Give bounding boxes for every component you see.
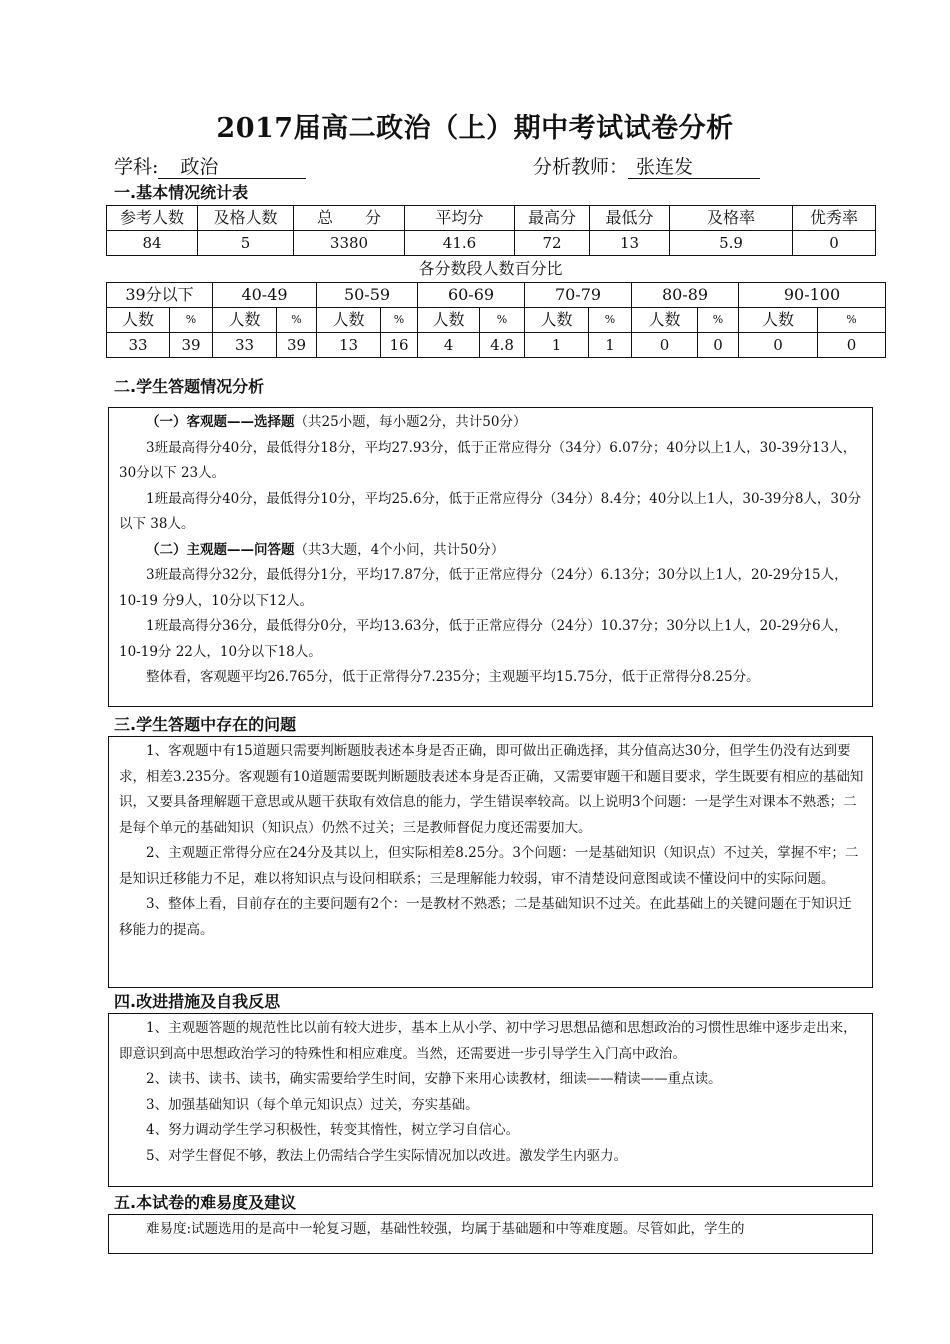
- teacher-label: 分析教师：: [533, 156, 629, 178]
- value-cell: 0: [632, 333, 698, 358]
- range-header-row: [107, 283, 886, 308]
- basic-stats-table: [106, 205, 876, 256]
- measure-paragraph: 4、努力调动学生学习积极性，转变其惰性，树立学习自信心。: [146, 1122, 520, 1138]
- objective-heading: [119, 410, 864, 436]
- score-distribution-table: [106, 282, 886, 358]
- measure-paragraph: 5、对学生督促不够，教法上仍需结合学生实际情况加以改进。激发学生内驱力。: [146, 1147, 628, 1164]
- analysis-paragraph: 整体看，客观题平均26.765分，低于正常得分7.235分；主观题平均15.75分，低于正常得分8.25分。: [146, 669, 760, 685]
- count-header-cell: 人数: [213, 308, 277, 333]
- header-cell: 及格人数: [198, 206, 294, 231]
- value-cell: 5: [198, 231, 294, 256]
- range-cell: 90-100: [739, 283, 886, 308]
- header-cell: 平均分: [405, 206, 515, 231]
- value-cell: 39: [277, 333, 317, 358]
- analysis-paragraph: 3班最高得分32分，最低得分1分，平均17.87分，低于正常应得分（24分）6.13分；30分以上1人，20-29分15人，10-19 分9人，10分以下12人。: [119, 567, 848, 609]
- problem-paragraph: 1、客观题中有15道题只需要判断题肢表述本身是否正确，即可做出正确选择，其分值高达30分，但学生仍没有达到要求，相差3.235分。客观题有10道题需要既判断题肢表述本身是否正确，又需要审题干和题目要求，学生既要有相应的基础知识，又要具备理解题干意思或从题干获取有效信息的能力，学生错误率较高。以上说明3个问题：一是学生对课本不熟悉；二是每个单元的基础知识（知识点）仍然不过关；三是教师督促力度还需要加大。: [119, 743, 864, 836]
- count-header-cell: 人数: [418, 308, 480, 333]
- value-cell: 33: [107, 333, 170, 358]
- problem-paragraph: 2、主观题正常得分应在24分及其以上，但实际相差8.25分。3个问题：一是基础知识（知识点）不过关，掌握不牢；二是知识迁移能力不足，难以将知识点与设问相联系；三是理解能力较弱，审不清楚设问意图或读不懂设问中的实际问题。: [119, 845, 859, 887]
- percent-header-cell: %: [170, 308, 213, 333]
- percent-header-cell: %: [589, 308, 632, 333]
- header-cell: 参考人数: [107, 206, 198, 231]
- stats-value-row: [107, 231, 876, 256]
- range-cell: 50-59: [317, 283, 418, 308]
- answer-analysis-box: [108, 407, 873, 707]
- difficulty-box: [108, 1214, 873, 1254]
- count-header-cell: 人数: [317, 308, 381, 333]
- problems-box: [108, 736, 873, 988]
- value-cell: 0: [818, 333, 886, 358]
- header-cell: 总 分: [294, 206, 405, 231]
- header-cell: 及格率: [670, 206, 793, 231]
- subject-line: [114, 152, 306, 179]
- range-cell: 40-49: [213, 283, 317, 308]
- value-cell: 84: [107, 231, 198, 256]
- header-cell: 优秀率: [793, 206, 876, 231]
- value-cell: 4: [418, 333, 480, 358]
- measures-box: [108, 1013, 873, 1187]
- section-2-heading: 二.学生答题情况分析: [114, 377, 265, 396]
- header-cell: 最低分: [590, 206, 670, 231]
- range-cell: 80-89: [632, 283, 739, 308]
- objective-heading-detail: （共25小题，每小题2分，共计50分）: [294, 414, 527, 430]
- analysis-paragraph: 1班最高得分36分，最低得分0分，平均13.63分，低于正常应得分（24分）10.37分；30分以上1人，20-29分6人，10-19分 22人，10分以下18人。: [119, 618, 848, 660]
- header-cell: 最高分: [515, 206, 590, 231]
- analysis-paragraph: 1班最高得分40分，最低得分10分，平均25.6分，低于正常应得分（34分）8.4分；40分以上1人，30-39分8人，30分以下 38人。: [119, 490, 862, 532]
- section-4-heading: 四.改进措施及自我反思: [114, 992, 281, 1011]
- count-header-cell: 人数: [525, 308, 589, 333]
- value-cell: 1: [525, 333, 589, 358]
- measure-paragraph: 2、读书、读书、读书，确实需要给学生时间，安静下来用心读教材，细读——精读——重点读。: [146, 1071, 722, 1087]
- value-cell: 3380: [294, 231, 405, 256]
- percent-header-cell: %: [818, 308, 886, 333]
- value-cell: 13: [317, 333, 381, 358]
- range-cell: 70-79: [525, 283, 632, 308]
- measure-paragraph: 1、主观题答题的规范性比以前有较大进步，基本上从小学、初中学习思想品德和思想政治的习惯性思维中逐步走出来，即意识到高中思想政治学习的特殊性和相应难度。当然，还需要进一步引导学生入门高中政治。: [119, 1020, 857, 1062]
- value-cell: 39: [170, 333, 213, 358]
- subjective-heading-detail: （共3大题，4个小问，共计50分）: [294, 541, 505, 558]
- percent-header-cell: %: [381, 308, 418, 333]
- count-header-cell: 人数: [107, 308, 170, 333]
- sub-header-row: [107, 308, 886, 333]
- value-cell: 16: [381, 333, 418, 358]
- section-1-heading: 一.基本情况统计表: [114, 183, 249, 202]
- distribution-value-row: [107, 333, 886, 358]
- problem-paragraph: 3、整体上看，目前存在的主要问题有2个：一是教材不熟悉；二是基础知识不过关。在此基础上的关键问题在于知识迁移能力的提高。: [119, 896, 852, 938]
- percent-header-cell: %: [277, 308, 317, 333]
- count-header-cell: 人数: [739, 308, 818, 333]
- subjective-heading-bold: （二）主观题——问答题: [146, 541, 295, 558]
- teacher-text: 张连发: [636, 156, 694, 178]
- percent-header-cell: %: [480, 308, 525, 333]
- difficulty-paragraph: 难易度:试题选用的是高中一轮复习题，基础性较强，均属于基础题和中等难度题。尽管如此，学生的: [146, 1221, 745, 1237]
- value-cell: 13: [590, 231, 670, 256]
- value-cell: 0: [793, 231, 876, 256]
- percent-header-cell: %: [698, 308, 739, 333]
- teacher-value: [628, 156, 760, 179]
- score-distribution-caption: 各分数段人数百分比: [418, 259, 563, 278]
- count-header-cell: 人数: [632, 308, 698, 333]
- page-title: 2017届高二政治（上）期中考试试卷分析: [216, 113, 734, 144]
- section-3-heading: 三.学生答题中存在的问题: [114, 715, 297, 734]
- value-cell: 41.6: [405, 231, 515, 256]
- range-cell: 39分以下: [107, 283, 213, 308]
- teacher-line: [533, 152, 760, 179]
- subject-text: 政治: [180, 156, 219, 178]
- value-cell: 72: [515, 231, 590, 256]
- measure-paragraph: 3、加强基础知识（每个单元知识点）过关，夯实基础。: [146, 1096, 479, 1113]
- value-cell: 0: [698, 333, 739, 358]
- subjective-heading: [119, 538, 864, 564]
- analysis-paragraph: 3班最高得分40分，最低得分18分，平均27.93分，低于正常应得分（34分）6.07分；40分以上1人，30-39分13人，30分以下 23人。: [119, 439, 857, 481]
- value-cell: 1: [589, 333, 632, 358]
- value-cell: 5.9: [670, 231, 793, 256]
- range-cell: 60-69: [418, 283, 525, 308]
- objective-heading-bold: （一）客观题——选择题: [146, 414, 295, 430]
- value-cell: 0: [739, 333, 818, 358]
- subject-label: 学科:: [114, 156, 159, 178]
- stats-header-row: [107, 206, 876, 231]
- subject-value: [158, 156, 306, 179]
- section-5-heading: 五.本试卷的难易度及建议: [114, 1193, 297, 1212]
- value-cell: 33: [213, 333, 277, 358]
- value-cell: 4.8: [480, 333, 525, 358]
